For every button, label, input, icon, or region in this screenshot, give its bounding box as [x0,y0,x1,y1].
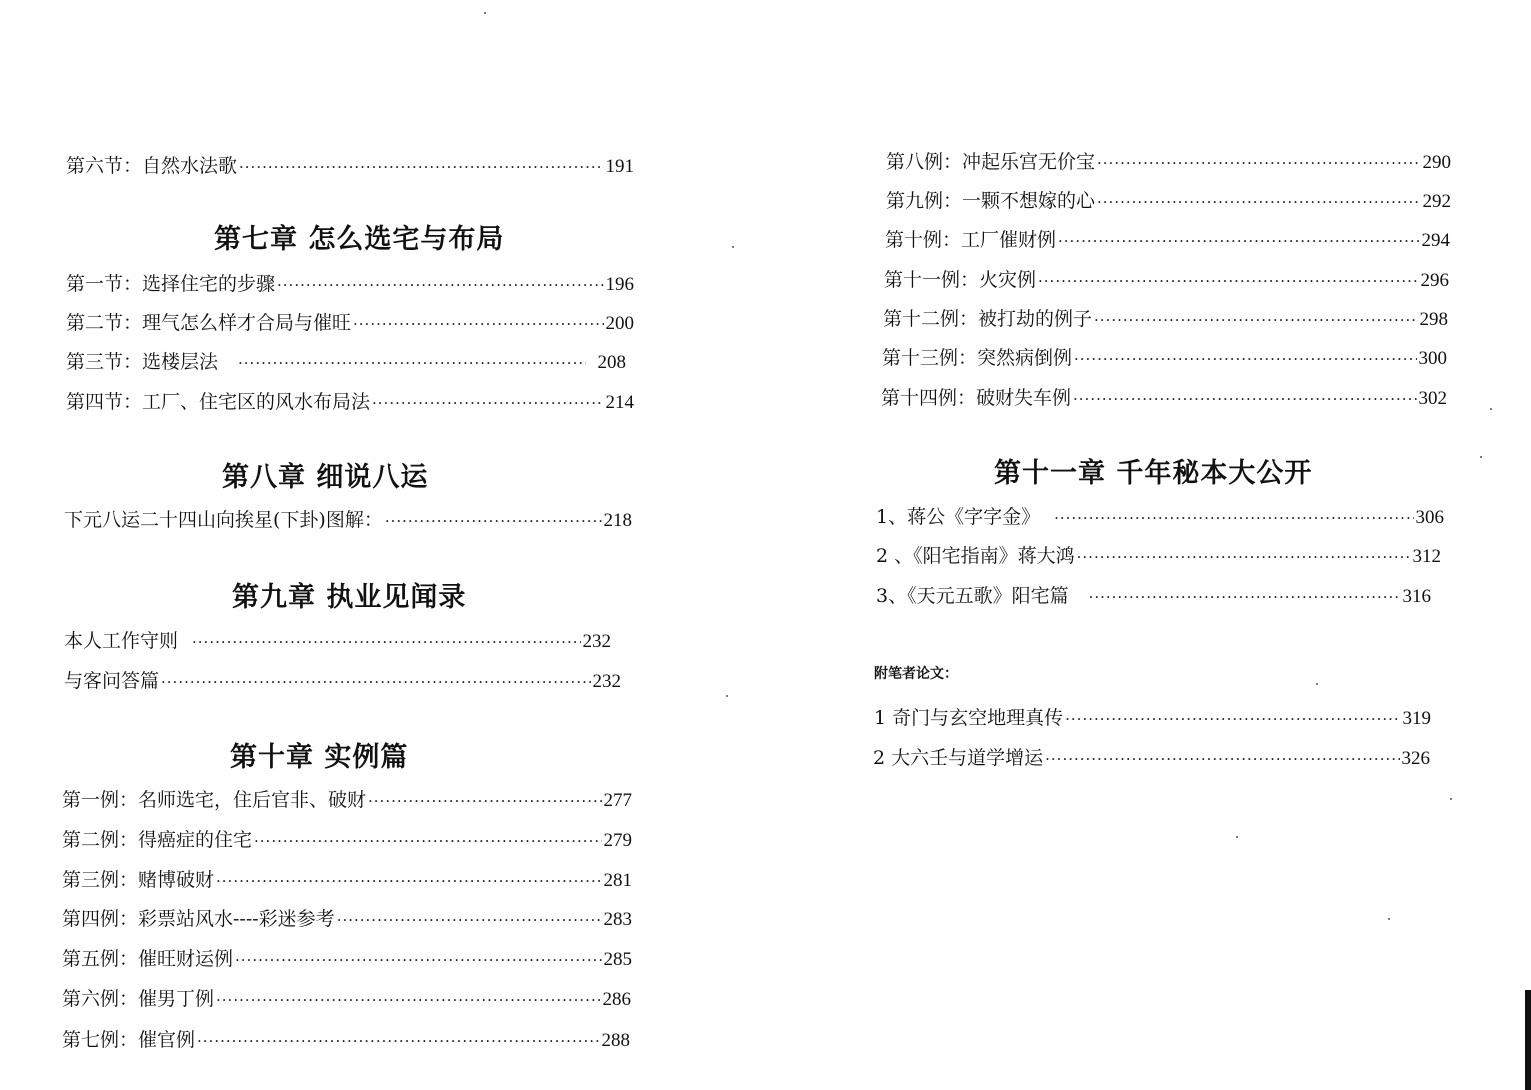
toc-entry[interactable] [884,268,1449,293]
toc-entry[interactable] [873,746,1430,771]
toc-entry[interactable] [62,788,632,813]
chapter-title: 第十章 实例篇 [230,742,409,773]
toc-entry-label: 第四节：工厂、住宅区的风水布局法 [66,391,371,413]
scan-speck [484,12,486,14]
toc-entry-label: 与客问答篇 [64,670,160,692]
toc-entry-label: 第三节：选楼层法 [66,351,219,373]
leader-dots [235,948,601,972]
toc-entry[interactable] [66,350,626,375]
toc-entry[interactable] [883,307,1448,332]
leader-dots [277,273,603,297]
toc-entry-page: 279 [603,830,632,851]
toc-entry-page: 302 [1418,388,1447,409]
toc-entry-page: 281 [603,870,632,891]
toc-entry-label: 第一节：选择住宅的步骤 [66,273,276,295]
scan-speck [1480,456,1482,458]
toc-entry-page: 294 [1421,230,1450,251]
toc-entry-page: 232 [582,631,611,652]
toc-entry-label: 第二例：得癌症的住宅 [62,829,253,851]
leader-dots [238,351,585,375]
leader-dots [216,988,600,1012]
toc-entry-page: 200 [605,313,634,334]
leader-dots [254,829,601,853]
toc-entry-page: 191 [605,156,634,177]
leader-dots [1074,347,1416,371]
leader-dots [161,670,590,694]
leader-dots [1077,545,1411,569]
toc-entry-page: 300 [1418,348,1447,369]
appendix-heading: 附笔者论文： [874,666,958,682]
chapter-title: 第九章 执业见闻录 [232,582,467,613]
leader-dots [385,509,602,533]
toc-entry-page: 290 [1422,152,1451,173]
toc-entry-label: 第十四例：破财失车例 [881,387,1072,409]
toc-entry[interactable] [66,390,634,415]
leader-dots [239,155,603,179]
toc-entry-label: 第五例：催旺财运例 [62,948,234,970]
toc-entry-label: 第九例：一颗不想嫁的心 [886,190,1096,212]
toc-entry-page: 316 [1402,586,1431,607]
toc-entry-label: 下元八运二十四山向挨星(下卦)图解： [64,509,383,531]
toc-entry-page: 208 [597,352,626,373]
scan-speck [726,695,728,697]
toc-entry[interactable] [876,544,1441,569]
toc-entry-page: 218 [603,510,632,531]
leader-dots [1097,151,1420,175]
scan-speck [1236,836,1238,838]
leader-dots [216,869,601,893]
toc-entry[interactable] [62,947,632,972]
chapter-title: 第八章 细说八运 [222,462,429,493]
toc-entry-label: 第十例：工厂催财例 [885,229,1057,251]
toc-entry-page: 306 [1415,507,1444,528]
toc-entry-page: 283 [603,909,632,930]
leader-dots [1094,308,1417,332]
toc-entry-page: 298 [1419,309,1448,330]
scan-speck [732,246,734,248]
leader-dots [1045,747,1399,771]
toc-entry[interactable] [64,629,611,654]
leader-dots [1073,387,1416,411]
toc-entry[interactable] [886,189,1451,214]
toc-entry-page: 277 [603,790,632,811]
toc-entry-label: 第七例：催官例 [62,1029,196,1051]
toc-entry-label: 1 奇门与玄空地理真传 [874,707,1064,729]
toc-entry-label: 第二节：理气怎么样才合局与催旺 [66,312,352,334]
toc-entry[interactable] [62,1028,630,1053]
toc-entry[interactable] [876,584,1431,609]
toc-entry[interactable] [64,669,621,694]
toc-entry-label: 3、《天元五歌》阳宅篇 [876,585,1069,607]
toc-entry[interactable] [66,272,634,297]
toc-entry-label: 第十二例：被打劫的例子 [883,308,1093,330]
toc-entry-page: 319 [1402,708,1431,729]
scan-speck [1388,918,1390,920]
toc-entry[interactable] [62,828,632,853]
leader-dots [1038,269,1418,293]
toc-entry-page: 214 [605,392,634,413]
leader-dots [1058,229,1419,253]
toc-entry-label: 第十一例：火灾例 [884,269,1037,291]
toc-entry[interactable] [886,150,1451,175]
scan-speck [1490,408,1492,410]
toc-entry-label: 第六例：催男丁例 [62,988,215,1010]
toc-entry[interactable] [876,505,1444,530]
toc-entry-label: 第十三例：突然病倒例 [882,347,1073,369]
toc-entry-page: 296 [1420,270,1449,291]
toc-entry[interactable] [64,508,632,533]
toc-entry-page: 326 [1401,748,1430,769]
toc-entry[interactable] [66,311,634,336]
toc-entry-label: 第四例：彩票站风水----彩迷参考 [62,908,335,930]
chapter-title: 第七章 怎么选宅与布局 [214,224,505,255]
toc-entry[interactable] [62,868,632,893]
toc-entry-label: 第一例：名师选宅，住后官非、破财 [62,789,367,811]
toc-entry[interactable] [881,386,1447,411]
leader-dots [1097,190,1420,214]
leader-dots [1065,707,1400,731]
toc-entry[interactable] [885,228,1450,253]
toc-entry[interactable] [874,706,1431,731]
toc-entry-label: 第八例：冲起乐宫无价宝 [886,151,1096,173]
leader-dots [197,1029,599,1053]
scan-edge-shadow [1525,990,1531,1090]
toc-entry-page: 292 [1422,191,1451,212]
toc-entry-page: 312 [1412,546,1441,567]
toc-entry-page: 288 [601,1030,630,1051]
leader-dots [368,789,601,813]
toc-entry[interactable] [66,154,634,179]
toc-entry[interactable] [882,346,1447,371]
chapter-title: 第十一章 千年秘本大公开 [994,458,1313,489]
leader-dots [337,908,602,932]
leader-dots [1054,506,1413,530]
toc-entry-label: 第三例：赌博破财 [62,869,215,891]
leader-dots [192,630,580,654]
toc-entry-page: 232 [592,671,621,692]
toc-entry-label: 第六节：自然水法歌 [66,155,238,177]
toc-entry-label: 本人工作守则 [64,630,179,652]
toc-entry-label: 2 大六壬与道学增运 [873,747,1044,769]
toc-entry-label: 1、蒋公《字字金》 [876,506,1041,528]
toc-entry-page: 286 [602,989,631,1010]
toc-entry[interactable] [62,987,631,1012]
toc-entry-page: 196 [605,274,634,295]
leader-dots [353,312,603,336]
toc-entry-page: 285 [603,949,632,970]
scan-speck [1450,798,1452,800]
leader-dots [372,391,603,415]
toc-entry-label: 2 、《阳宅指南》蒋大鸿 [876,545,1075,567]
leader-dots [1089,585,1401,609]
scan-speck [1316,683,1318,685]
toc-entry[interactable] [62,907,632,932]
